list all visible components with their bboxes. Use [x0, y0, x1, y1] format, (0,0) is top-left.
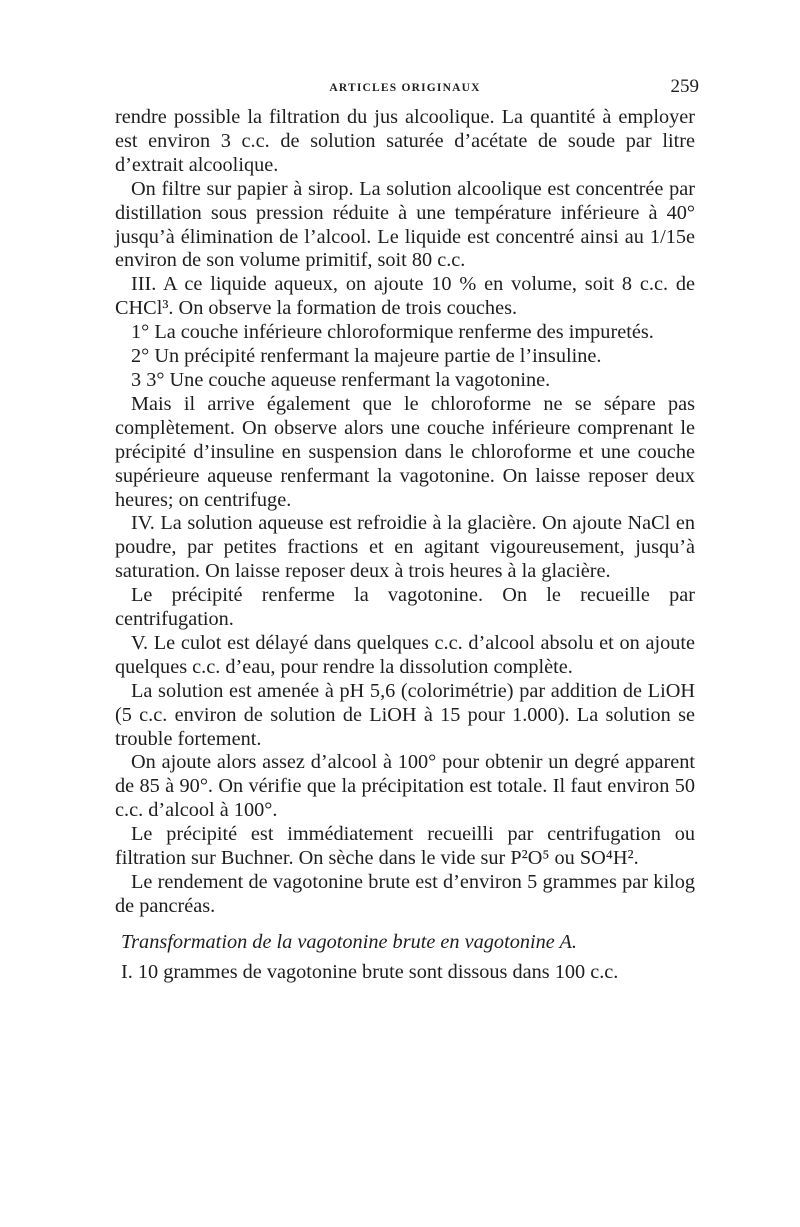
paragraph-precipitate: Le précipité renferme la vagotonine. On le recueille par centrifugation.	[115, 584, 695, 631]
paragraph-step-iv: IV. La solution aqueuse est refroidie à la glacière. On ajoute NaCl en poudre, par petites fractions et en agitant vigoureusement, jusqu’à saturation. On laisse reposer deux à trois heures à la glacière.	[115, 512, 695, 583]
paragraph-yield: Le rendement de vagotonine brute est d’environ 5 grammes par kilog de pancréas.	[115, 871, 695, 917]
paragraph-layer-3: 3 3° Une couche aqueuse renfermant la vagotonine.	[131, 368, 551, 391]
section-subheading: Transformation de la vagotonine brute en vagotonine A.	[121, 930, 577, 953]
document-page	[115, 76, 699, 985]
body-text	[115, 106, 695, 985]
paragraph-layer-2: 2° Un précipité renfermant la majeure partie de l’insuline.	[131, 345, 602, 368]
page-number: 259	[670, 76, 699, 97]
paragraph-last-line: I. 10 grammes de vagotonine brute sont dissous dans 100 c.c.	[121, 960, 619, 983]
paragraph-concentration: On filtre sur papier à sirop. La solution alcoolique est concentrée par distillation sous pression réduite à une température inférieure à 40° jusqu’à élimination de l’alcool. Le liquide est concentré ainsi au 1/15e environ de son volume primitif, soit 80 c.c.	[115, 177, 695, 272]
paragraph-separation: Mais il arrive également que le chloroforme ne se sépare pas complètement. On observe alors une couche inférieure comprenant le précipité d’insuline en suspension dans le chloroforme et une couche supérieure aqueuse renfermant la vagotonine. On laisse reposer deux heures; on centrifuge.	[115, 392, 695, 511]
running-head: ARTICLES ORIGINAUX	[329, 82, 481, 94]
paragraph-step-v: V. Le culot est délayé dans quelques c.c. d’alcool absolu et on ajoute quelques c.c. d’eau, pour rendre la dissolution complète.	[115, 631, 695, 678]
paragraph-alcohol: On ajoute alors assez d’alcool à 100° pour obtenir un degré apparent de 85 à 90°. On vérifie que la précipitation est totale. Il faut environ 50 c.c. d’alcool à 100°.	[115, 751, 695, 822]
paragraph-step-iii: III. A ce liquide aqueux, on ajoute 10 % en volume, soit 8 c.c. de CHCl³. On observe la formation de trois couches.	[115, 273, 695, 320]
paragraph-drying: Le précipité est immédiatement recueilli par centrifugation ou filtration sur Buchner. On sèche dans le vide sur P²O⁵ ou SO⁴H².	[115, 823, 695, 870]
paragraph-filtration: rendre possible la filtration du jus alcoolique. La quantité à employer est environ 3 c.c. de solution saturée d’acétate de soude par litre d’extrait alcoolique.	[115, 106, 695, 176]
paragraph-ph: La solution est amenée à pH 5,6 (colorimétrie) par addition de LiOH (5 c.c. environ de solution de LiOH à 15 pour 1.000). La solution se trouble fortement.	[115, 679, 695, 750]
paragraph-layer-1: 1° La couche inférieure chloroformique renferme des impuretés.	[131, 321, 654, 344]
page-header	[115, 76, 699, 102]
